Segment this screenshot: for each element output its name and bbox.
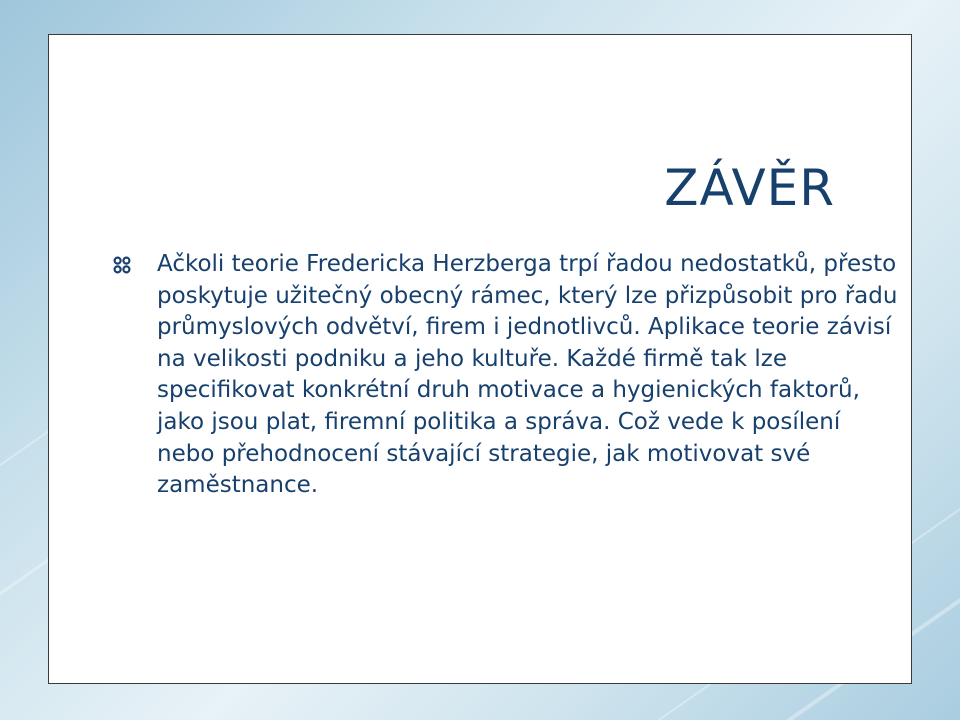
bullet-list: [109, 249, 899, 502]
list-item: [109, 249, 899, 502]
slide-panel: [48, 34, 912, 684]
slide-title: ZÁVĚR: [664, 159, 835, 217]
bullet-text: Ačkoli teorie Fredericka Herzberga trpí řadou nedostatků, přesto poskytuje užitečný obecný rámec, který lze přizpůsobit pro řadu průmyslových odvětví, firem i jednotlivců. Aplikace teorie závisí na velikosti podniku a jeho kultuře. Každé firmě tak lze specifikovat konkrétní druh motivace a hygienických faktorů, jako jsou plat, firemní politika a správa. Což vede k posílení nebo přehodnocení stávající strategie, jak motivovat své zaměstnance.: [157, 251, 898, 499]
four-petal-bullet-icon: [113, 256, 131, 274]
